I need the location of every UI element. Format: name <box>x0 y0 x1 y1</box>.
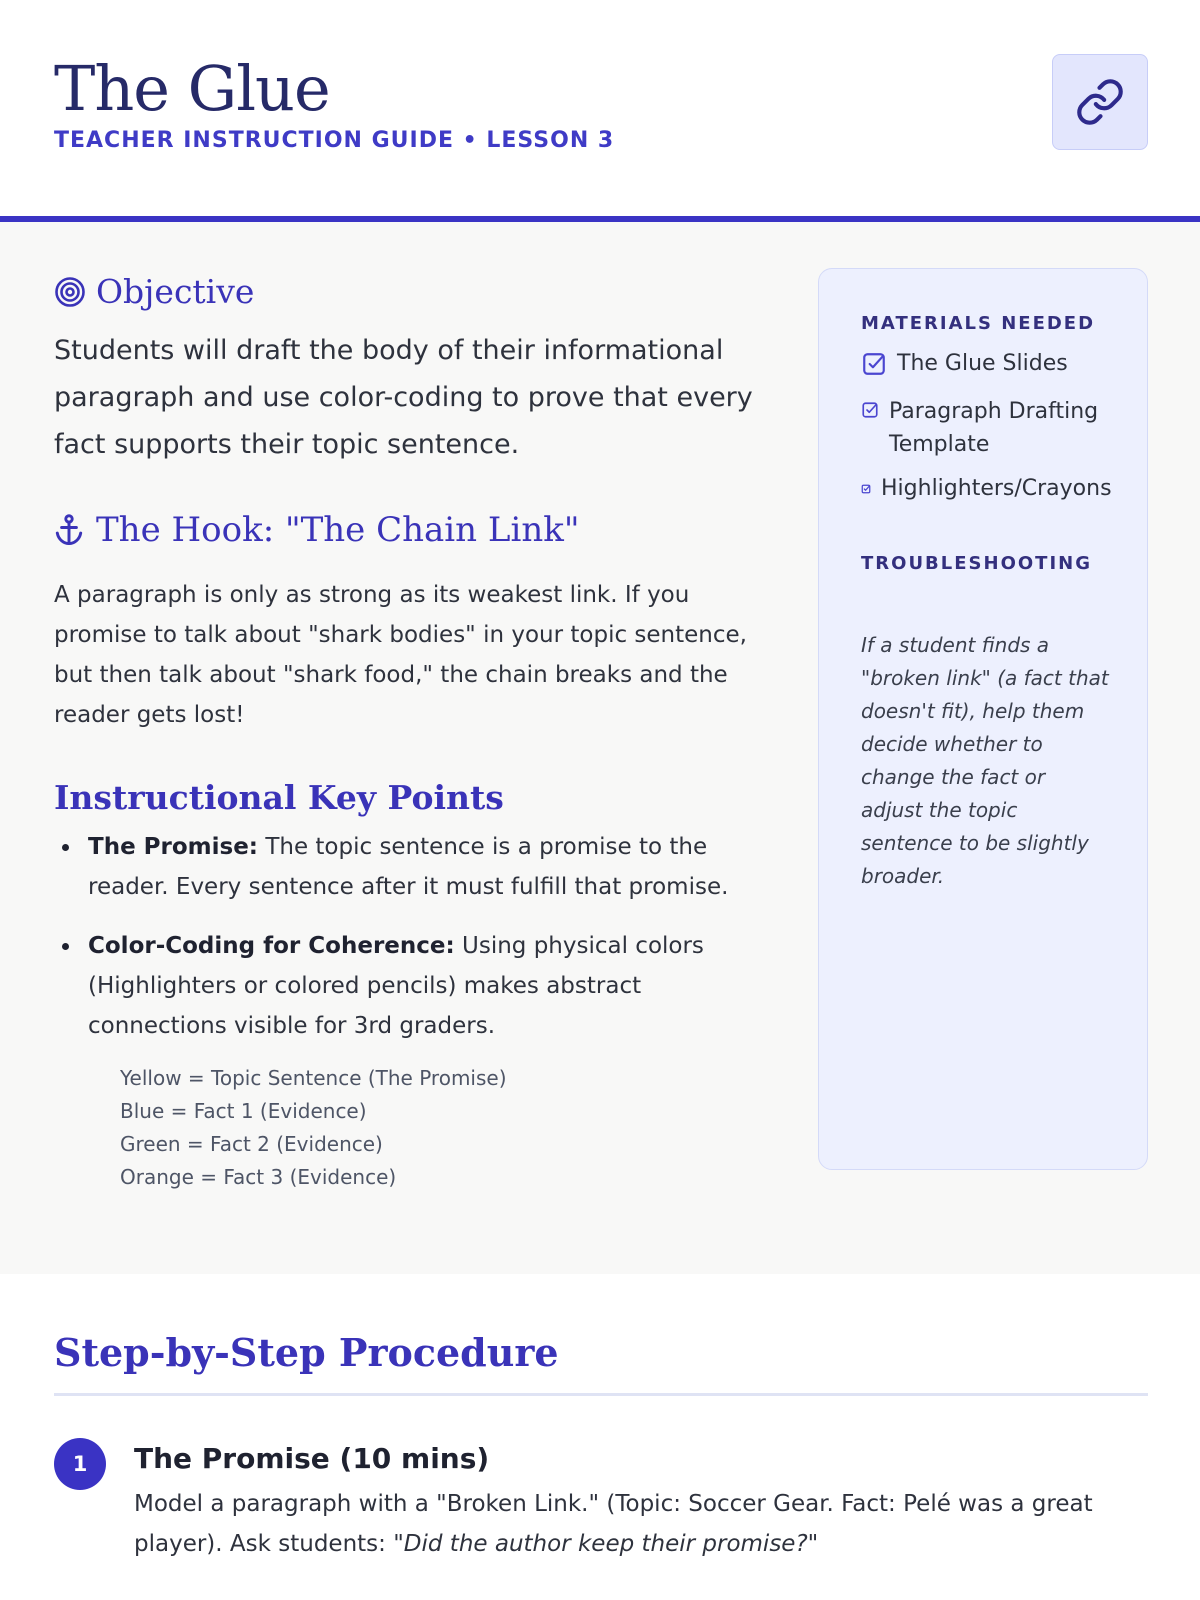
sidebar-card <box>818 268 1148 1170</box>
materials-heading: MATERIALS NEEDED <box>861 313 1096 334</box>
color-key-green: Green = Fact 2 (Evidence) <box>120 1132 383 1156</box>
checkbox-icon <box>861 484 871 494</box>
materials-item-label: Paragraph Drafting Template <box>889 399 1099 457</box>
key-points-list <box>54 827 774 1065</box>
step-description <box>134 1484 1154 1564</box>
key-point-text: Using physical colors (Highlighters or colored pencils) makes abstract connections visible for 3rd graders. <box>88 933 704 1039</box>
lesson-overview <box>0 222 1200 1274</box>
troubleshooting-text: If a student finds a "broken link" (a fact that doesn't fit), help them decide whether to change the fact or adjust the topic sentence to be slightly broader. <box>861 633 1109 888</box>
objective-heading <box>54 272 254 311</box>
step-title: The Promise (10 mins) <box>134 1442 490 1475</box>
key-point-label: Color-Coding for Coherence: <box>88 933 455 959</box>
key-point-text: The topic sentence is a promise to the reader. Every sentence after it must fulfill that promise. <box>88 834 729 900</box>
key-points-heading: Instructional Key Points <box>54 778 504 817</box>
list-item <box>54 827 774 907</box>
page-subtitle: TEACHER INSTRUCTION GUIDE • LESSON 3 <box>54 128 615 153</box>
procedure-heading: Step-by-Step Procedure <box>54 1330 559 1375</box>
step-text: Model a paragraph with a "Broken Link." (Topic: Soccer Gear. Fact: Pelé was a great player). Ask students: <box>134 1491 1093 1557</box>
page-header <box>0 0 1200 222</box>
color-key-list <box>120 1062 507 1194</box>
bullet-icon <box>62 844 69 851</box>
materials-item <box>861 349 1068 379</box>
materials-item-label: Highlighters/Crayons <box>881 476 1112 501</box>
materials-item <box>861 395 1109 461</box>
color-key-yellow: Yellow = Topic Sentence (The Promise) <box>120 1066 507 1090</box>
page-title: The Glue <box>54 52 330 125</box>
materials-item-label: The Glue Slides <box>897 351 1068 376</box>
troubleshooting-heading: TROUBLESHOOTING <box>861 553 1092 574</box>
hook-heading-text: The Hook: "The Chain Link" <box>96 510 580 550</box>
copy-link-button[interactable] <box>1052 54 1148 150</box>
objective-text: Students will draft the body of their informational paragraph and use color-coding to prove that every fact supports their topic sentence. <box>54 335 753 460</box>
objective-heading-text: Objective <box>96 272 255 311</box>
color-key-blue: Blue = Fact 1 (Evidence) <box>120 1099 367 1123</box>
list-item <box>54 926 774 1046</box>
bullet-icon <box>62 943 69 950</box>
color-key-orange: Orange = Fact 3 (Evidence) <box>120 1165 397 1189</box>
procedure-divider <box>54 1393 1148 1396</box>
link-icon <box>1075 77 1125 127</box>
anchor-icon <box>54 514 84 546</box>
step-number-badge: 1 <box>54 1438 106 1490</box>
target-icon <box>54 276 86 308</box>
step-question: "Did the author keep their promise?" <box>393 1531 819 1557</box>
key-point-label: The Promise: <box>88 834 259 860</box>
hook-text: A paragraph is only as strong as its weakest link. If you promise to talk about "shark bodies" in your topic sentence, but then talk about "shark food," the chain breaks and the reader gets lost! <box>54 582 747 728</box>
materials-item <box>861 474 1112 504</box>
checkbox-icon <box>861 351 887 377</box>
checkbox-icon <box>861 401 879 419</box>
hook-heading <box>54 510 579 550</box>
